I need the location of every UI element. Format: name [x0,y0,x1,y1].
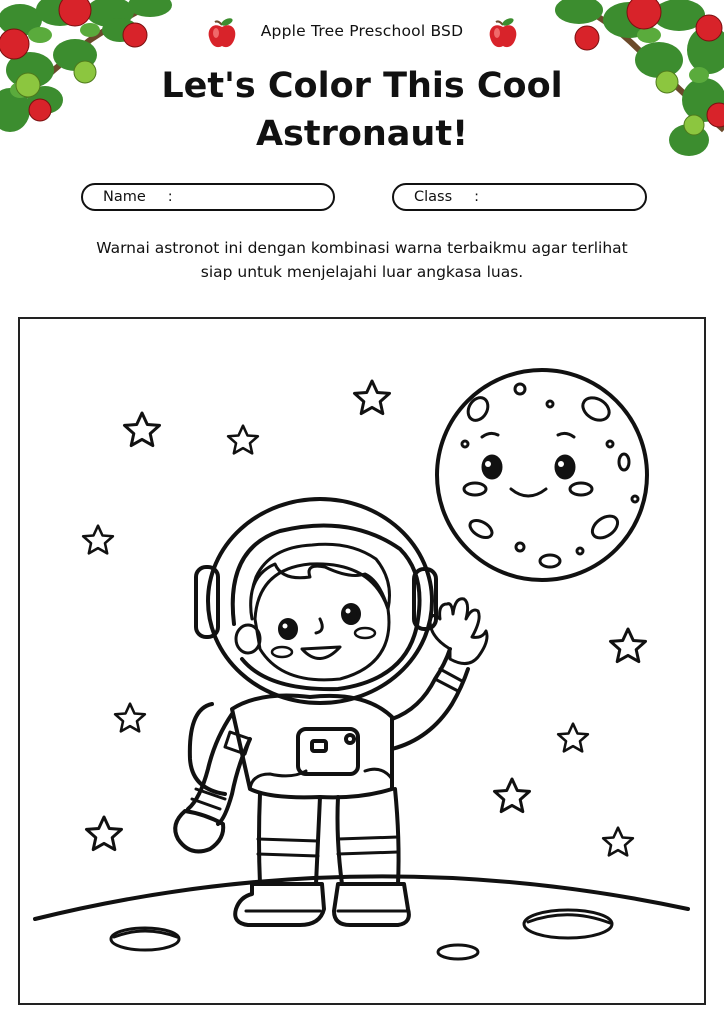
star-icon [603,828,633,856]
coloring-area[interactable] [18,317,706,1005]
class-field[interactable] [392,183,647,211]
name-colon: : [167,189,173,205]
star-icon [228,426,258,454]
name-label: Name [103,189,146,205]
star-icon [611,629,646,662]
instruction-line-1: Warnai astronot ini dengan kombinasi warna terbaikmu agar terlihat [96,239,628,257]
star-icon [355,381,390,414]
astronaut-illustration [20,319,704,1003]
astronaut [175,499,487,925]
star-icon [558,724,588,752]
title-line-1: Let's Color This Cool [161,66,563,106]
class-label: Class [414,189,453,205]
star-icon [125,413,160,446]
instructions [0,236,724,284]
star-icon [115,704,145,732]
star-icon [83,526,113,554]
smiling-moon [437,370,647,580]
name-field[interactable] [81,183,335,211]
class-colon: : [474,189,480,205]
star-icon [495,779,530,812]
worksheet-title [0,62,724,158]
instruction-line-2: siap untuk menjelajahi luar angkasa luas. [200,263,524,281]
school-name: Apple Tree Preschool BSD [260,22,464,40]
title-line-2: Astronaut! [255,114,469,154]
star-icon [87,817,122,850]
